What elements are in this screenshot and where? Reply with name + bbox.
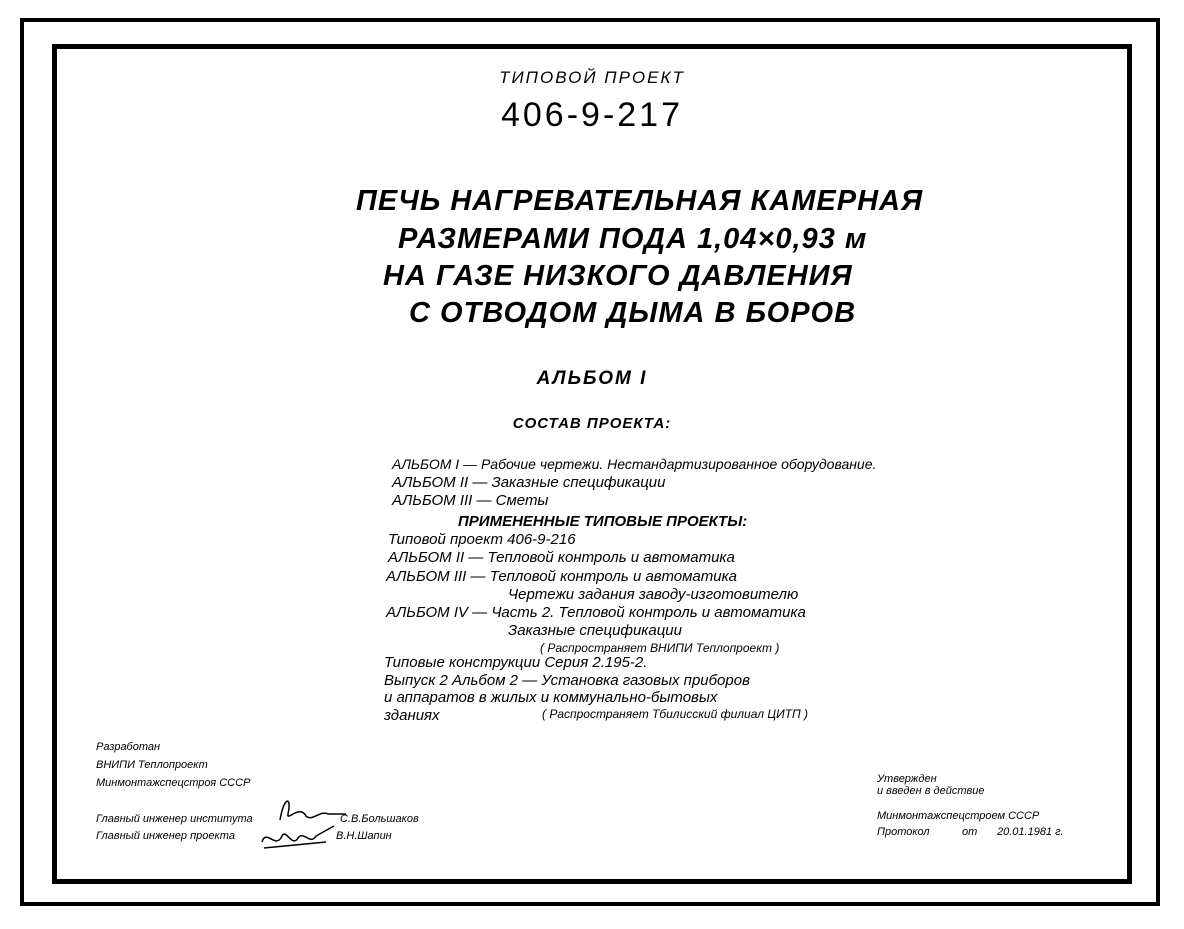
developer-label: Разработан — [96, 741, 161, 753]
applied-heading: ПРИМЕНЕННЫЕ ТИПОВЫЕ ПРОЕКТЫ: — [458, 513, 748, 530]
title-line-3: НА ГАЗЕ НИЗКОГО ДАВЛЕНИЯ — [383, 260, 853, 292]
composition-heading: СОСТАВ ПРОЕКТА: — [512, 415, 672, 432]
chief-project-label: Главный инженер проекта — [96, 830, 235, 842]
applied-line: Выпуск 2 Альбом 2 — Установка газовых приборов — [384, 672, 750, 689]
composition-item: АЛЬБОМ III — Сметы — [392, 492, 549, 509]
applied-line: АЛЬБОМ II — Тепловой контроль и автоматика — [388, 549, 735, 566]
distributor-note: ( Распространяет Тбилисский филиал ЦИТП ) — [542, 707, 809, 721]
chief-project-name: В.Н.Шапин — [336, 830, 392, 842]
title-line-2: РАЗМЕРАМИ ПОДА 1,04×0,93 м — [398, 223, 868, 255]
title-line-1: ПЕЧЬ НАГРЕВАТЕЛЬНАЯ КАМЕРНАЯ — [356, 185, 924, 217]
distributor-note: ( Распространяет ВНИПИ Теплопроект ) — [540, 641, 780, 655]
applied-line: зданиях — [384, 707, 440, 724]
project-series: ТИПОВОЙ ПРОЕКТ — [499, 68, 685, 87]
developer-org: ВНИПИ Теплопроект — [96, 759, 208, 771]
approval-ministry: Минмонтажспецстроем СССР — [877, 810, 1040, 822]
title-line-4: С ОТВОДОМ ДЫМА В БОРОВ — [409, 297, 857, 329]
applied-line: АЛЬБОМ III — Тепловой контроль и автоматика — [386, 568, 738, 585]
chief-institute-label: Главный инженер института — [96, 813, 253, 825]
applied-line: Типовой проект 406-9-216 — [388, 531, 576, 548]
project-code: 406-9-217 — [500, 96, 683, 134]
applied-line: и аппаратов в жилых и коммунально-бытовых — [384, 689, 718, 706]
approval-label: Утвержден — [877, 773, 937, 785]
applied-line: Чертежи задания заводу-изготовителю — [508, 586, 799, 603]
protocol-from: от — [962, 826, 978, 838]
chief-institute-name: С.В.Большаков — [340, 813, 419, 825]
approval-status: и введен в действие — [877, 785, 985, 797]
protocol-date: 20.01.1981 г. — [997, 826, 1064, 838]
signature-chief-project — [256, 820, 340, 856]
composition-item: АЛЬБОМ II — Заказные спецификации — [392, 474, 666, 491]
composition-item: АЛЬБОМ I — Рабочие чертежи. Нестандартизированное оборудование. — [392, 456, 877, 472]
applied-line: Заказные спецификации — [508, 622, 682, 639]
developer-ministry: Минмонтажспецстроя СССР — [96, 777, 251, 789]
applied-line: АЛЬБОМ IV — Часть 2. Тепловой контроль и автоматика — [386, 604, 806, 621]
album-number: АЛЬБОМ I — [536, 368, 648, 389]
protocol-label: Протокол — [877, 826, 930, 838]
applied-line: Типовые конструкции Серия 2.195-2. — [384, 654, 648, 671]
